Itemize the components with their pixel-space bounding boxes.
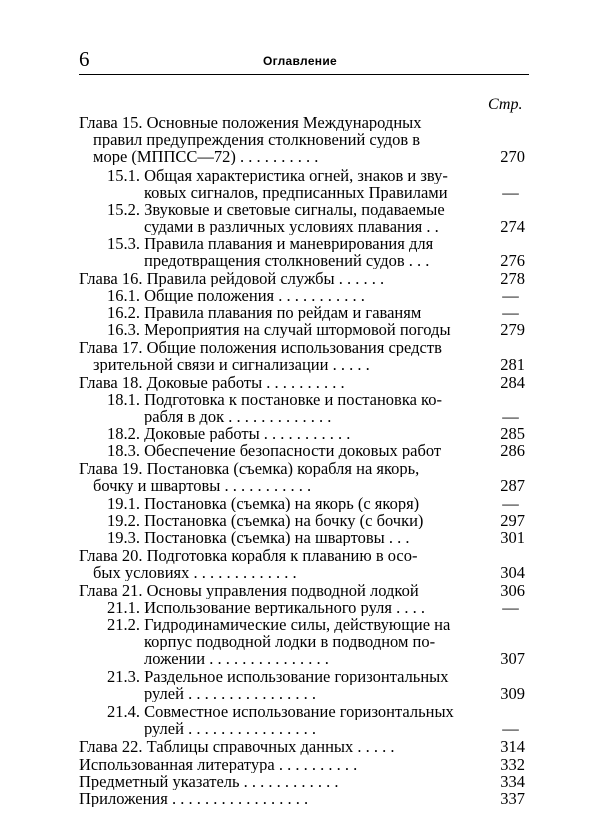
toc-entry-page: 281 (500, 355, 525, 374)
toc-entry-page: 301 (500, 528, 525, 547)
toc-entry-line: 19.3. Постановка (съемка) на швартовы . . . (107, 529, 410, 546)
header-rule (79, 74, 529, 75)
toc-entry-page: 285 (500, 424, 525, 443)
toc-entry-page: 314 (500, 737, 525, 756)
toc-entry-line: Глава 17. Общие положения использования средств (79, 339, 442, 356)
toc-entry-line: 21.3. Раздельное использование горизонтальных (107, 668, 449, 685)
toc-entry-page: 332 (500, 755, 525, 774)
toc-entry-page: 279 (500, 320, 525, 339)
toc-entry-page: 276 (500, 251, 525, 270)
toc-entry-page: 297 (500, 511, 525, 530)
toc-entry-page: 286 (500, 441, 525, 460)
toc-entry-page: 337 (500, 789, 525, 808)
toc-entry-line: 16.2. Правила плавания по рейдам и гаваням (107, 304, 422, 321)
toc-entry-line: 15.3. Правила плавания и маневрирования для (107, 235, 434, 252)
toc-entry-line: море (МППСС—72) . . . . . . . . . . (93, 148, 319, 165)
toc-entry-line: Глава 21. Основы управления подводной лодкой (79, 582, 419, 599)
page-number: 6 (79, 47, 90, 71)
toc-entry-line: бочку и швартовы . . . . . . . . . . . (93, 477, 312, 494)
toc-entry-line: 16.3. Мероприятия на случай штормовой погоды (107, 321, 451, 338)
toc-entry-line: предотвращения столкновений судов . . . (144, 252, 430, 269)
toc-entry-page: — (502, 598, 519, 617)
toc-entry-page: — (502, 286, 519, 305)
toc-entry-page: 304 (500, 563, 525, 582)
toc-entry-page: 284 (500, 373, 525, 392)
toc-entry-page: 307 (500, 649, 525, 668)
toc-entry-line: рулей . . . . . . . . . . . . . . . . (144, 720, 316, 737)
toc-entry-line: Глава 16. Правила рейдовой службы . . . . . . (79, 270, 385, 287)
toc-entry-line: 21.4. Совместное использование горизонтальных (107, 703, 454, 720)
toc-entry-page: — (502, 719, 519, 738)
toc-entry-line: 15.2. Звуковые и световые сигналы, подаваемые (107, 201, 445, 218)
toc-entry-line: ковых сигналов, предписанных Правилами (144, 184, 448, 201)
toc-entry-line: 21.1. Использование вертикального руля . . . . (107, 599, 425, 616)
toc-entry-page: 334 (500, 772, 525, 791)
toc-entry-line: рабля в док . . . . . . . . . . . . . (144, 408, 332, 425)
toc-entry-line: 21.2. Гидродинамические силы, действующие на (107, 616, 451, 633)
toc-entry-page: 278 (500, 269, 525, 288)
toc-entry-line: рулей . . . . . . . . . . . . . . . . (144, 685, 316, 702)
toc-entry-line: Глава 18. Доковые работы . . . . . . . . . . (79, 374, 345, 391)
toc-entry-page: — (502, 183, 519, 202)
toc-entry-line: 15.1. Общая характеристика огней, знаков и зву- (107, 167, 448, 184)
pages-column-label: Стр. (488, 96, 523, 113)
toc-entry-line: 19.2. Постановка (съемка) на бочку (с бочки) (107, 512, 424, 529)
toc-entry-page: — (502, 303, 519, 322)
toc-entry-line: ложении . . . . . . . . . . . . . . . (144, 650, 329, 667)
toc-entry-line: 16.1. Общие положения . . . . . . . . . . . (107, 287, 365, 304)
header-title: Оглавление (263, 54, 337, 68)
toc-entry-line: Глава 22. Таблицы справочных данных . . . . . (79, 738, 395, 755)
toc-entry-line: зрительной связи и сигнализации . . . . . (93, 356, 370, 373)
toc-entry-line: Предметный указатель . . . . . . . . . . . . (79, 773, 339, 790)
toc-entry-line: Глава 19. Постановка (съемка) корабля на якорь, (79, 460, 420, 477)
toc-entry-line: 19.1. Постановка (съемка) на якорь (с якоря) (107, 495, 420, 512)
toc-entry-line: Приложения . . . . . . . . . . . . . . . . . (79, 790, 309, 807)
toc-entry-page: — (502, 494, 519, 513)
toc-entry-page: 287 (500, 476, 525, 495)
toc-entry-page: 270 (500, 147, 525, 166)
toc-entry-line: 18.3. Обеспечение безопасности доковых работ (107, 442, 442, 459)
toc-entry-page: — (502, 407, 519, 426)
toc-entry-line: Использованная литература . . . . . . . . . . (79, 756, 358, 773)
toc-entry-line: Глава 15. Основные положения Международных (79, 114, 422, 131)
toc-entry-line: бых условиях . . . . . . . . . . . . . (93, 564, 297, 581)
toc-entry-page: 309 (500, 684, 525, 703)
toc-entry-line: 18.2. Доковые работы . . . . . . . . . . . (107, 425, 351, 442)
toc-entry-line: судами в различных условиях плавания . . (144, 218, 439, 235)
toc-entry-page: 306 (500, 581, 525, 600)
toc-entry-line: корпус подводной лодки в подводном по- (144, 633, 436, 650)
toc-entry-line: 18.1. Подготовка к постановке и постановка ко- (107, 391, 442, 408)
toc-entry-line: Глава 20. Подготовка корабля к плаванию в осо- (79, 547, 418, 564)
toc-entry-page: 274 (500, 217, 525, 236)
toc-entry-line: правил предупреждения столкновений судов в (93, 131, 421, 148)
